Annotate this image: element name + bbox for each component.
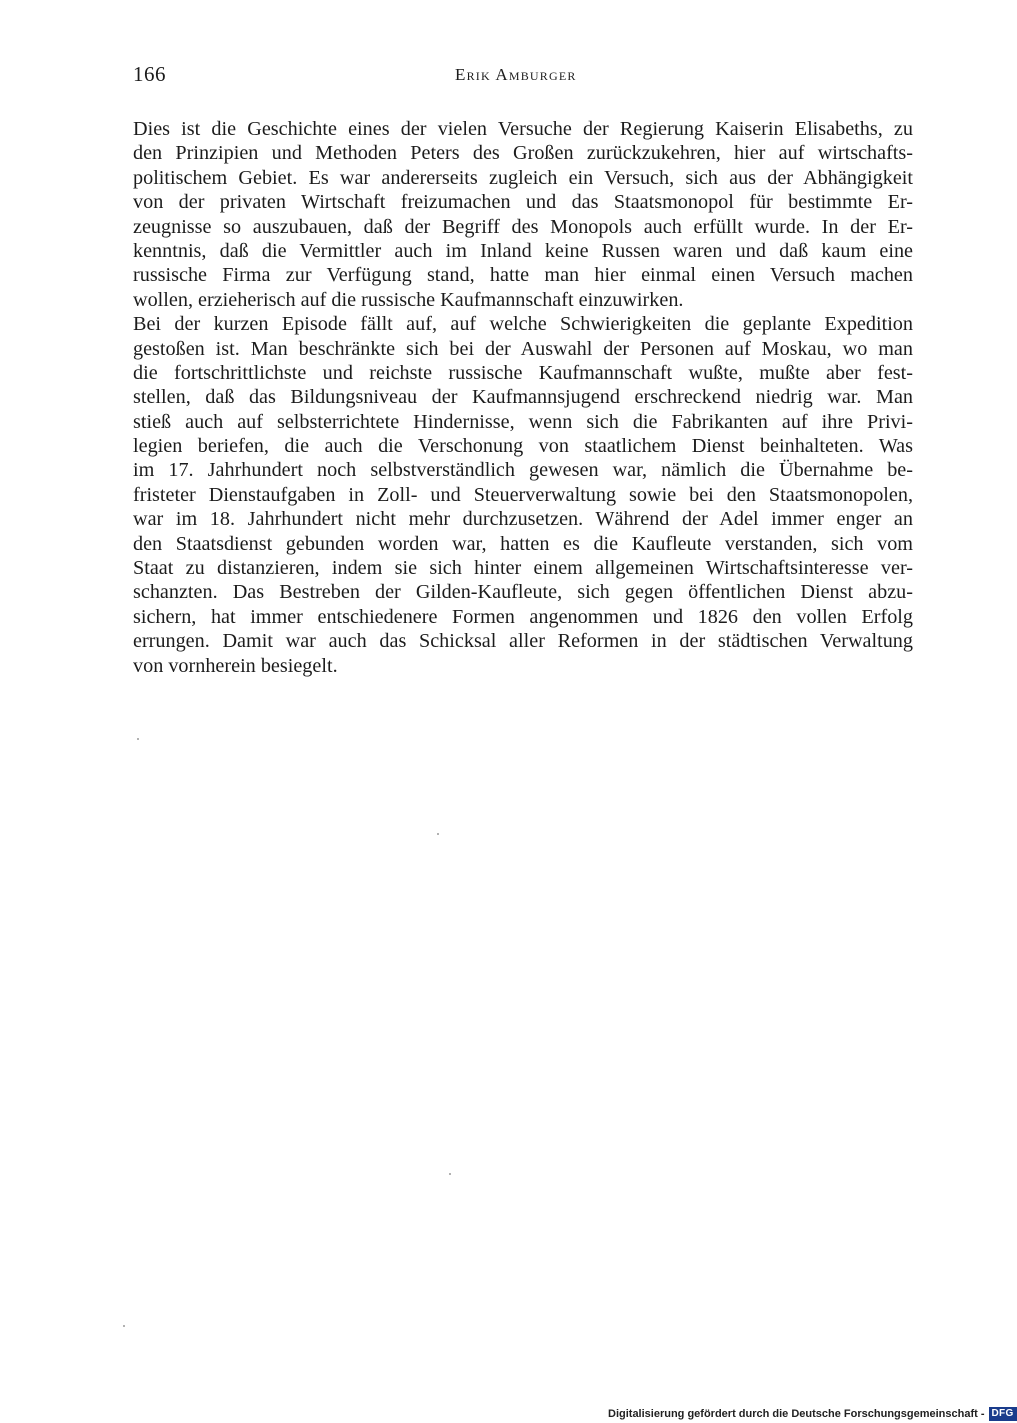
text-line: schanzten. Das Bestreben der Gilden-Kaufleute, sich gegen öffentlichen Dienst abzu- bbox=[133, 581, 913, 604]
text-line: politischem Gebiet. Es war andererseits zugleich ein Versuch, sich aus der Abhängigkeit bbox=[133, 166, 913, 189]
scan-speck bbox=[437, 833, 439, 835]
text-line: Dies ist die Geschichte eines der vielen Versuche der Regierung Kaiserin Elisabeths, zu bbox=[133, 118, 913, 140]
text-line: fristeter Dienstaufgaben in Zoll- und Steuerverwaltung sowie bei den Staatsmonopolen, bbox=[133, 483, 913, 506]
text-line: legien beriefen, die auch die Verschonung von staatlichem Dienst beinhalteten. Was bbox=[133, 435, 913, 458]
text-line: Staat zu distanzieren, indem sie sich hinter einem allgemeinen Wirtschaftsinteresse ver- bbox=[133, 557, 913, 580]
digitization-footer bbox=[608, 1406, 1017, 1422]
text-line: russische Firma zur Verfügung stand, hatte man hier einmal einen Versuch machen bbox=[133, 264, 913, 287]
text-line: die fortschrittlichste und reichste russische Kaufmannschaft wußte, mußte aber fest- bbox=[133, 361, 913, 384]
text-line: wollen, erzieherisch auf die russische Kaufmannschaft einzuwirken. bbox=[133, 288, 684, 311]
text-line: Bei der kurzen Episode fällt auf, auf welche Schwierigkeiten die geplante Expedition bbox=[133, 313, 913, 336]
text-line: von der privaten Wirtschaft freizumachen und das Staatsmonopol für bestimmte Er- bbox=[133, 191, 913, 214]
text-line: zeugnisse so auszubauen, daß der Begriff des Monopols auch erfüllt wurde. In der Er- bbox=[133, 215, 913, 238]
dfg-logo: DFG bbox=[989, 1407, 1017, 1421]
page-header bbox=[133, 62, 913, 90]
text-line: stellen, daß das Bildungsniveau der Kaufmannsjugend erschreckend niedrig war. Man bbox=[133, 386, 913, 409]
scan-speck bbox=[137, 738, 139, 740]
text-line: von vornherein besiegelt. bbox=[133, 654, 338, 677]
body-text bbox=[133, 117, 913, 678]
text-line: errungen. Damit war auch das Schicksal aller Reformen in der städtischen Verwaltung bbox=[133, 630, 913, 653]
text-line: gestoßen ist. Man beschränkte sich bei der Auswahl der Personen auf Moskau, wo man bbox=[133, 337, 913, 360]
running-head: Erik Amburger bbox=[455, 65, 577, 84]
scan-speck bbox=[449, 1173, 451, 1175]
text-line: stieß auch auf selbsterrichtete Hindernisse, wenn sich die Fabrikanten auf ihre Privi- bbox=[133, 410, 913, 433]
text-line: sichern, hat immer entschiedenere Formen angenommen und 1826 den vollen Erfolg bbox=[133, 605, 913, 628]
text-line: den Prinzipien und Methoden Peters des Großen zurückzukehren, hier auf wirtschafts- bbox=[133, 142, 913, 165]
text-line: kenntnis, daß die Vermittler auch im Inland keine Russen waren und daß kaum eine bbox=[133, 239, 913, 262]
page-number: 166 bbox=[133, 62, 166, 86]
scan-speck bbox=[123, 1325, 125, 1327]
footer-text: Digitalisierung gefördert durch die Deutsche Forschungsgemeinschaft - bbox=[608, 1408, 985, 1420]
text-line: im 17. Jahrhundert noch selbstverständlich gewesen war, nämlich die Übernahme be- bbox=[133, 459, 913, 482]
text-line: den Staatsdienst gebunden worden war, hatten es die Kaufleute verstanden, sich vom bbox=[133, 532, 913, 555]
text-line: war im 18. Jahrhundert nicht mehr durchzusetzen. Während der Adel immer enger an bbox=[133, 508, 913, 531]
